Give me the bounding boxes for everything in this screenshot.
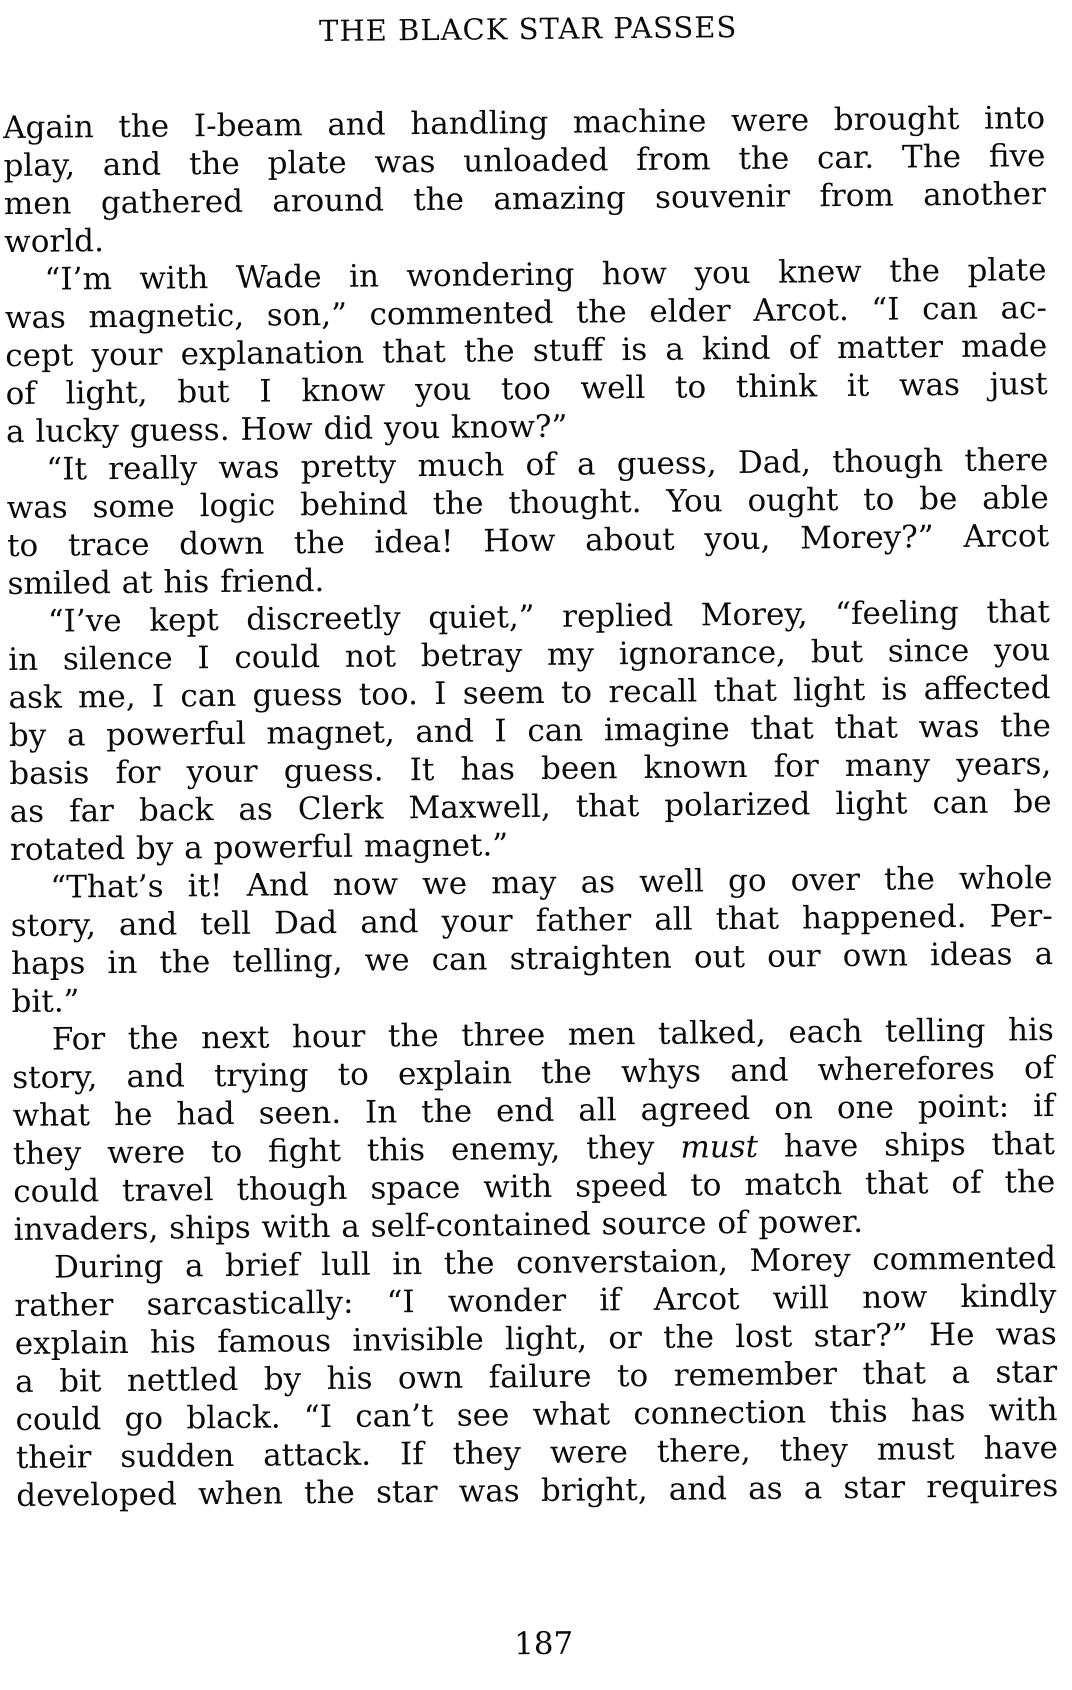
- text-line: explain his famous invisible light, or the lost star?” He was: [14, 1316, 1057, 1363]
- text-line: “That’s it! And now we may as well go over the whole: [50, 860, 1053, 906]
- text-line: a bit nettled by his own failure to remember that a star: [14, 1354, 1058, 1401]
- text-line: could travel though space with speed to match that of the: [13, 1164, 1056, 1211]
- text-line: ask me, I can guess too. I seem to recall that light is affected: [8, 670, 1051, 717]
- text-line: was some logic behind the thought. You ought to be able: [6, 480, 1049, 527]
- text-line: was magnetic, son,” commented the elder Arcot. “I can ac-: [4, 290, 1048, 337]
- text-line: as far back as Clerk Maxwell, that polarized light can be: [9, 784, 1052, 831]
- text-line: haps in the telling, we can straighten out our own ideas a: [10, 936, 1054, 983]
- text-line: of light, but I know you too well to think it was just: [5, 366, 1048, 413]
- text-line: men gathered around the amazing souvenir from another: [3, 176, 1046, 223]
- text-line: For the next hour the three men talked, each telling his: [51, 1012, 1054, 1058]
- text-line: their sudden attack. If they were there, they must have: [15, 1430, 1059, 1477]
- text-line: in silence I could not betray my ignorance, but since you: [8, 632, 1051, 679]
- text-line: they were to fight this enemy, they must have ships that: [12, 1126, 1056, 1173]
- text-line: invaders, ships with a self-contained source of power.: [13, 1203, 864, 1249]
- text-line: story, and tell Dad and your father all that happened. Per-: [10, 898, 1053, 945]
- page-number: 187: [513, 1625, 574, 1663]
- text-line: world.: [4, 223, 105, 261]
- text-line: “It really was pretty much of a guess, Dad, though there: [46, 442, 1049, 488]
- text-line: developed when the star was bright, and as a star requires: [16, 1468, 1059, 1515]
- text-line: by a powerful magnet, and I can imagine that that was the: [8, 708, 1052, 755]
- text-line: Again the I-beam and handling machine were brought into: [2, 100, 1046, 147]
- text-line: rather sarcastically: “I wonder if Arcot will now kindly: [14, 1278, 1057, 1325]
- text-line: story, and trying to explain the whys and wherefores of: [12, 1050, 1055, 1097]
- text-line: could go black. “I can’t see what connection this has with: [15, 1392, 1058, 1439]
- text-line: to trace down the idea! How about you, Morey?” Arcot: [6, 518, 1050, 565]
- text-line: During a brief lull in the converstaion, Morey commented: [53, 1240, 1057, 1286]
- emphasis-must: must: [680, 1128, 759, 1166]
- text-line: rotated by a powerful magnet.”: [9, 827, 509, 869]
- text-line: smiled at his friend.: [7, 563, 325, 603]
- body-text: [3, 99, 1058, 1515]
- text-line: “I’m with Wade in wondering how you knew the plate: [44, 252, 1047, 298]
- text-line: a lucky guess. How did you know?”: [5, 408, 568, 451]
- text-line: cept your explanation that the stuff is a kind of matter made: [5, 328, 1048, 375]
- running-head: THE BLACK STAR PASSES: [318, 10, 738, 49]
- text-line: play, and the plate was unloaded from the car. The five: [3, 138, 1046, 185]
- text-line: “I’ve kept discreetly quiet,” replied Morey, “feeling that: [47, 594, 1050, 640]
- text-line: basis for your guess. It has been known for many years,: [9, 746, 1052, 793]
- text-line: bit.”: [11, 983, 80, 1021]
- text-line: what he had seen. In the end all agreed on one point: if: [12, 1088, 1055, 1135]
